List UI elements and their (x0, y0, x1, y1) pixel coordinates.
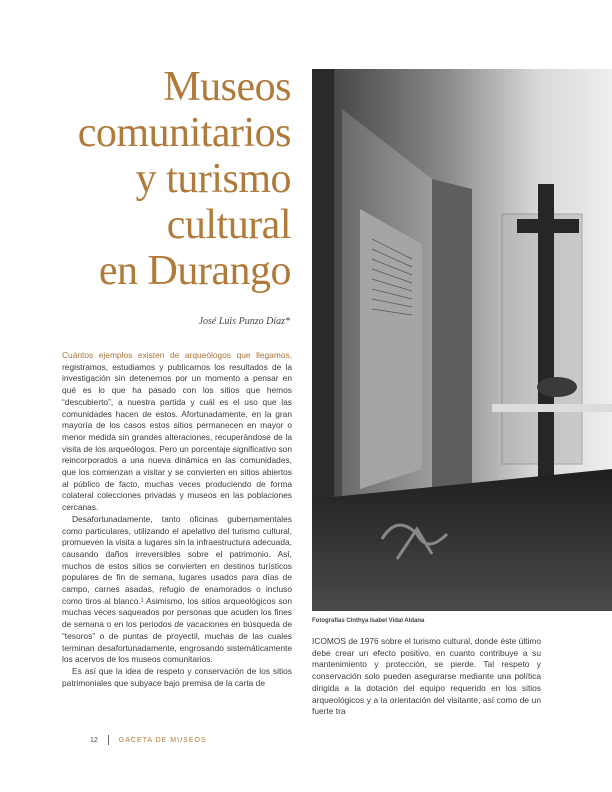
author-byline: José Luis Punzo Díaz* (198, 316, 290, 327)
footer-divider (108, 735, 109, 745)
title-line-2: comunitarios (77, 110, 291, 156)
paragraph-1 (62, 350, 292, 514)
title-line-5: en Durango (98, 248, 291, 294)
page-footer (90, 735, 207, 745)
lead-in: Cuántos ejemplos existen de arqueólogos que llegamos, (62, 350, 292, 360)
paragraph-1-body: registramos, estudiamos y publicamos los resultados de la investigación sin detenernos por un momento a pensar en qué es lo que ha pasado con los sitios que hemos “descubierto”, a nuestra partida y cuál es el uso que las comunidades hacen de estos. Afortunadamente, en la gran mayoría de los casos estos sitios permanecen en mayor o menor medida sin grandes alteraciones, recuperándose de la visita de los arqueólogos. Pero un porcentaje significativo son reincorporados a una nueva dinámica en las comunidades, que los comienzan a visitar y se convierten en sitios abiertos al público de facto, muchas veces produciendo de forma colateral colecciones privadas y museos en las poblaciones cercanas. (62, 361, 292, 513)
magazine-name: GACETA DE MUSEOS (118, 736, 207, 744)
museum-photo-image (312, 69, 612, 611)
photo-caption: Fotografías Cinthya Isabel Vidal Aldana (312, 618, 425, 624)
right-paragraph-1: ICOMOS de 1976 sobre el turismo cultural, donde éste último debe crear un efecto positivo, en cuanto contribuye a su mantenimiento y protección, se pierde. Tal respeto y conservación solo pueden asegurarse mediante una política dirigida a la dotación del equipo requerido en los sitios arqueológicos y a la orientación del visitante, así como de un fuerte tra (312, 636, 541, 717)
left-text-column (62, 350, 292, 689)
article-title (21, 64, 291, 294)
museum-photo (312, 69, 612, 611)
page-number: 12 (90, 736, 98, 744)
paragraph-2: Desafortunadamente, tanto oficinas gubernamentales como particulares, utilizando el apelativo del turismo cultural, promueven la visita a lugares sin la infraestructura adecuada, causando daños irreversibles sobre el patrimonio. Así, muchos de estos sitios se convierten en destinos turísticos populares de fin de semana, lugares usados para días de campo, carnes asadas, refugio de enamorados o incluso como tiros al blanco.¹ Asimismo, los sitios arqueológicos son muchas veces saqueados por personas que acuden los fines de semana o en los periodos de vacaciones en búsqueda de “tesoros” o de puntas de proyectil, muchas de las cuales terminan desafortunadamente, engrosando sistemáticamente los acervos de los museos comunitarios. (62, 513, 292, 665)
title-line-3: y turismo (135, 156, 291, 202)
title-line-1: Museos (163, 64, 291, 110)
paragraph-3: Es así que la idea de respeto y conservación de los sitios patrimoniales que subyace bajo premisa de la carta de (62, 665, 292, 688)
right-text-column (312, 636, 541, 718)
title-line-4: cultural (166, 202, 291, 248)
